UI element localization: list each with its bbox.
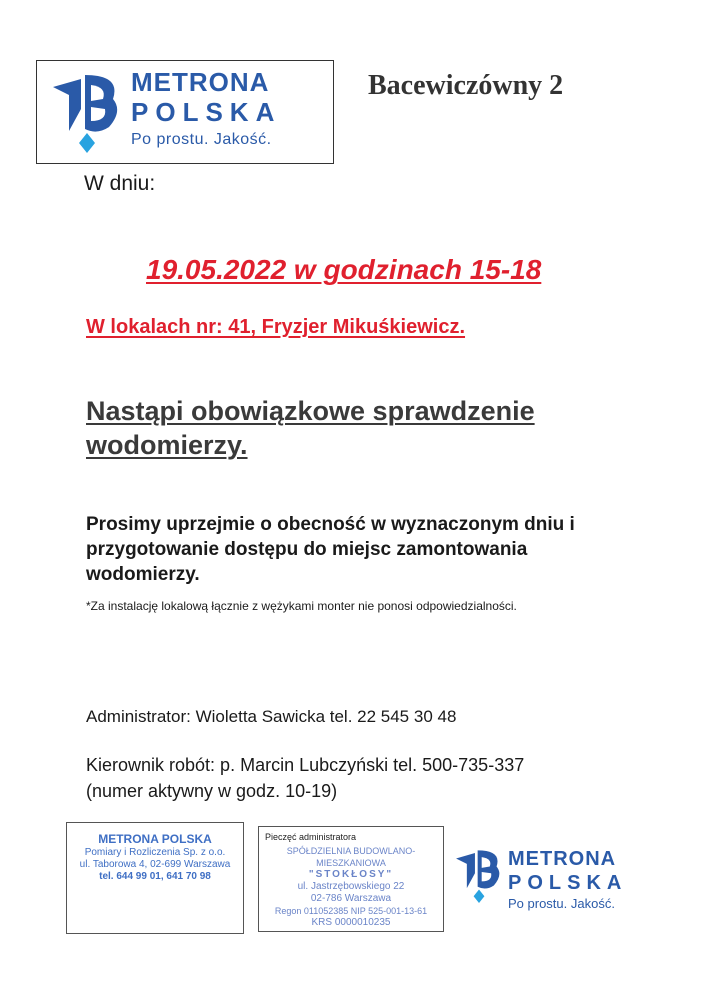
notice-heading: Nastąpi obowiązkowe sprawdzenie wodomierzy. — [86, 396, 535, 460]
footnote: *Za instalację lokalową łącznie z wężykami monter nie ponosi odpowiedzialności. — [86, 599, 517, 613]
stamp-admin-line5: KRS 0000010235 — [311, 917, 391, 928]
logo-small-text-polska: POLSKA — [508, 872, 628, 894]
logo-tagline: Po prostu. Jakość. — [131, 131, 272, 148]
building-address: Bacewiczówny 2 — [368, 70, 564, 101]
date-intro: W dniu: — [84, 172, 156, 195]
stamp-metrona-line1: Pomiary i Rozliczenia Sp. z o.o. — [84, 847, 226, 858]
metrona-logo-small-icon — [452, 846, 506, 906]
stamp-admin-line3: 02-786 Warszawa — [310, 893, 392, 904]
stamp-admin-name: "STOKŁOSY" — [308, 869, 394, 880]
manager-contact — [86, 752, 686, 804]
manager-note: (numer aktywny w godz. 10-19) — [86, 781, 338, 801]
logo-text-metrona: METRONA — [131, 67, 270, 97]
stamp-metrona-line3: tel. 644 99 01, 641 70 98 — [99, 871, 211, 882]
administrator-contact: Administrator: Wioletta Sawicka tel. 22 545 30 48 — [86, 707, 457, 726]
metrona-stamp — [66, 822, 244, 934]
stamp-metrona-title: METRONA POLSKA — [98, 832, 212, 846]
logo-small-text-metrona: METRONA — [508, 848, 617, 870]
logo-text-polska: POLSKA — [131, 97, 282, 127]
request-text: Prosimy uprzejmie o obecność w wyznaczonym dniu i przygotowanie dostępu do miejsc zamontowania wodomierzy. — [86, 514, 575, 585]
stamp-admin-line2: ul. Jastrzębowskiego 22 — [297, 881, 405, 892]
logo-small-tagline: Po prostu. Jakość. — [508, 896, 615, 911]
metrona-logo-icon — [47, 69, 127, 157]
administrator-stamp — [258, 826, 444, 932]
metrona-logo-box — [36, 60, 334, 164]
stamp-metrona-line2: ul. Taborowa 4, 02-699 Warszawa — [79, 859, 231, 870]
manager-line: Kierownik robót: p. Marcin Lubczyński tel. 500-735-337 — [86, 755, 525, 775]
premises-list: W lokalach nr: 41, Fryzjer Mikuśkiewicz. — [86, 316, 466, 338]
inspection-date: 19.05.2022 w godzinach 15-18 — [146, 254, 542, 285]
stamp-admin-line4: Regon 011052385 NIP 525-001-13-61 — [274, 906, 428, 916]
stamp-admin-heading: Pieczęć administratora — [265, 832, 357, 842]
stamp-admin-line1: SPÓŁDZIELNIA BUDOWLANO-MIESZKANIOWA — [286, 846, 416, 868]
